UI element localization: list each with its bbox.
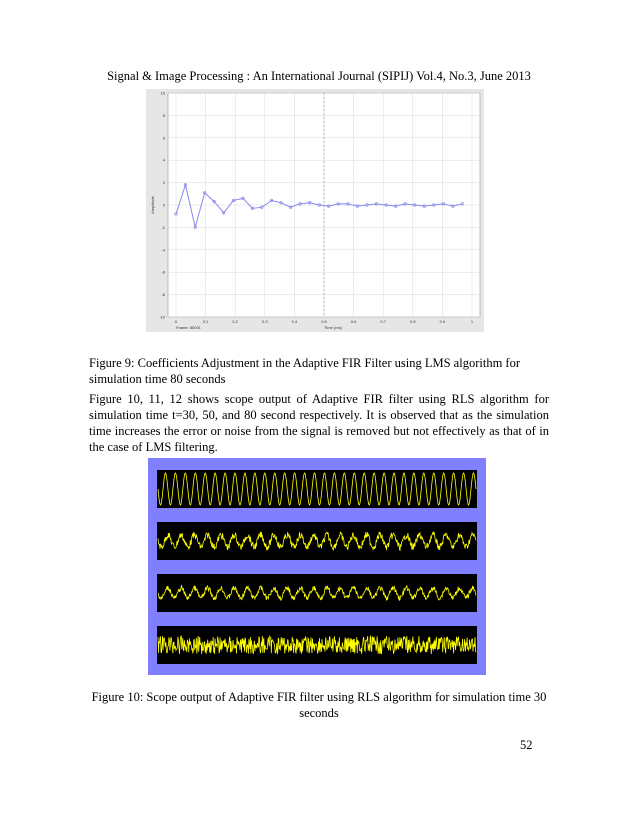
y-tick-label: 2: [162, 180, 165, 186]
y-tick-label: 8: [162, 112, 165, 118]
scope-panel-2: [157, 522, 477, 560]
body-paragraph: Figure 10, 11, 12 shows scope output of Adaptive FIR filter using RLS algorithm for simulation time t=30, 50, and 80 second respectively. It is observed that as the simulation time increases the error or noise from the signal is removed but not effectively as that of in the case of LMS filtering.: [89, 392, 549, 454]
x-tick-label: 0.9: [439, 319, 446, 324]
page-number: 52: [520, 738, 533, 752]
x-tick-label: 0.5: [321, 319, 327, 324]
x-tick-label: 0.1: [202, 319, 209, 324]
figure-10-caption: Figure 10: Scope output of Adaptive FIR filter using RLS algorithm for simulation time 30 seconds: [91, 690, 547, 720]
y-tick-label: 0: [162, 202, 165, 208]
y-tick-label: 6: [162, 135, 165, 141]
frame-label: Frame: 80001: [176, 325, 201, 330]
running-header: Signal & Image Processing : An International Journal (SIPIJ) Vol.4, No.3, June 2013: [107, 69, 531, 83]
x-tick-label: 0.4: [291, 319, 298, 324]
x-tick-label: 0.7: [380, 319, 386, 324]
y-tick-label: -8: [161, 292, 165, 298]
figure-9-caption: Figure 9: Coefficients Adjustment in the Adaptive FIR Filter using LMS algorithm for simulation time 80 seconds: [89, 356, 520, 386]
y-tick-label: -4: [161, 247, 165, 253]
x-tick-label: 0: [174, 319, 178, 324]
scope-panel-4: [157, 626, 477, 664]
x-tick-label: 0.6: [350, 319, 357, 324]
y-tick-label: 10: [160, 90, 165, 96]
y-tick-label: -10: [159, 314, 165, 320]
y-tick-label: -6: [161, 269, 165, 275]
x-tick-label: 0.8: [410, 319, 416, 324]
x-tick-label: 0.2: [232, 319, 238, 324]
x-tick-label: 0.3: [262, 319, 268, 324]
y-tick-label: 4: [162, 157, 165, 163]
figure-10-scope: [148, 458, 486, 675]
figure-9-chart: [146, 89, 484, 332]
x-tick-label: 1: [470, 319, 474, 324]
y-tick-label: -2: [161, 224, 165, 230]
scope-panel-1: [157, 470, 477, 508]
y-axis-label: Amplitude: [150, 196, 155, 214]
x-axis-label: Time (ms): [324, 325, 342, 330]
scope-panel-3: [157, 574, 477, 612]
